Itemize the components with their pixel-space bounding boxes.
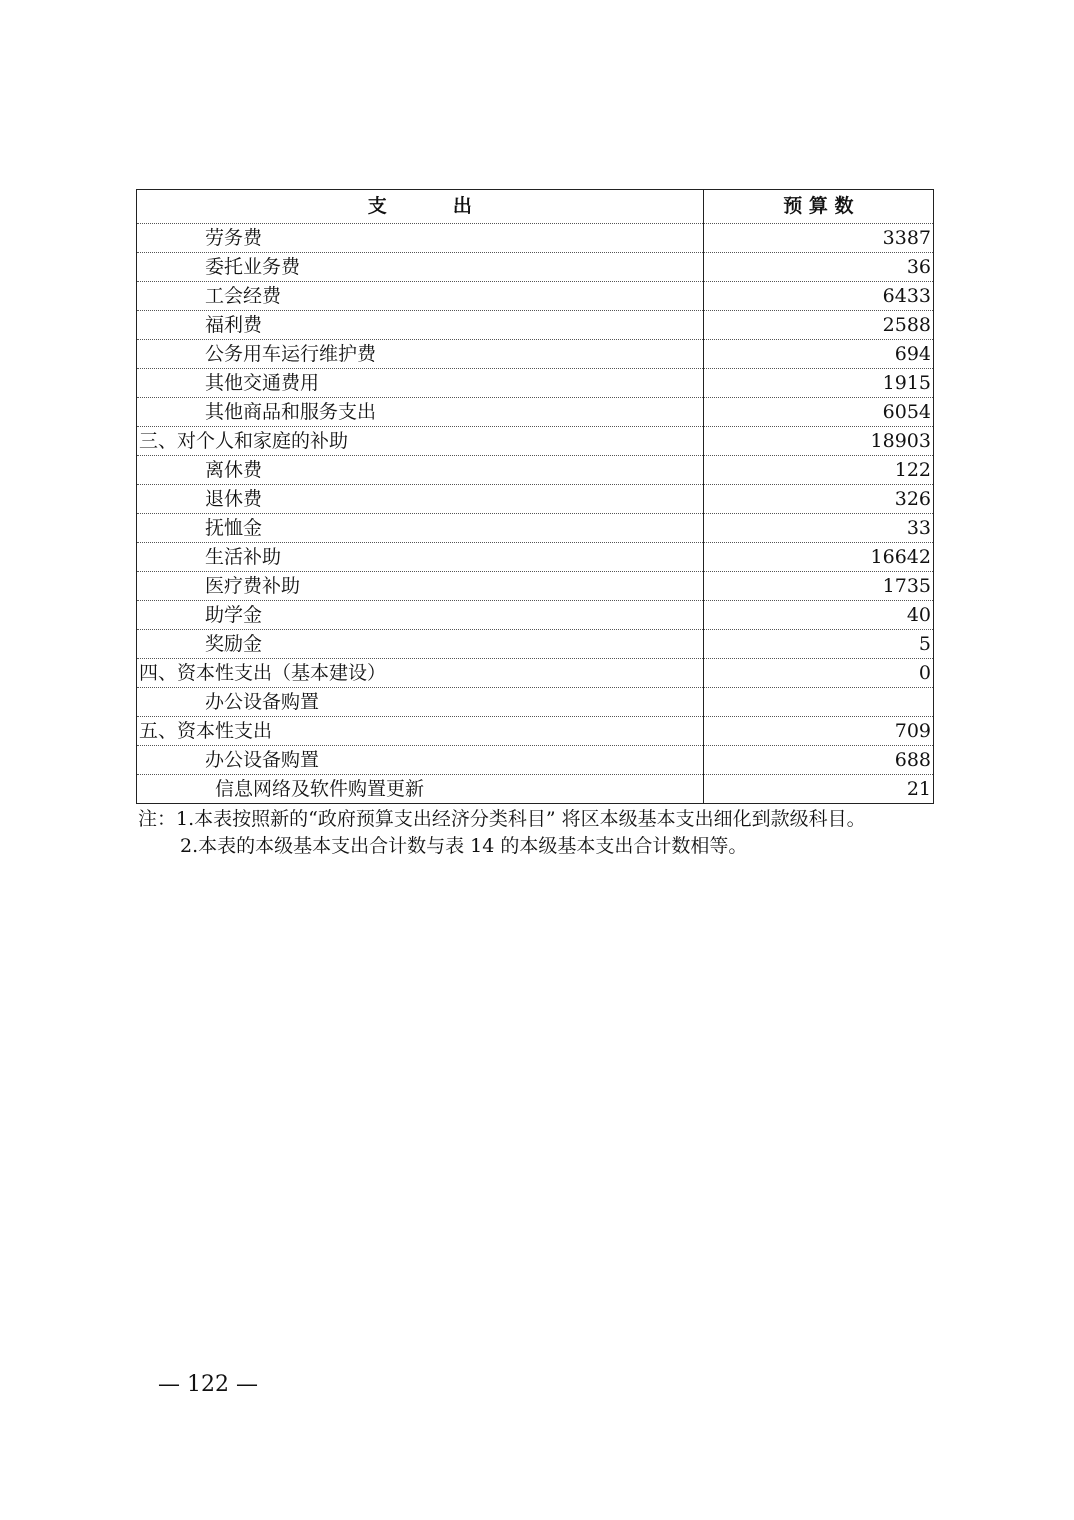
row-amount: 6433 (703, 282, 933, 311)
table-row (137, 659, 934, 688)
table-row (137, 543, 934, 572)
row-label: 五、资本性支出 (137, 717, 704, 746)
row-amount: 694 (703, 340, 933, 369)
row-label: 医疗费补助 (137, 572, 704, 601)
row-label: 退休费 (137, 485, 704, 514)
row-label: 福利费 (137, 311, 704, 340)
header-expenditure: 支 出 (137, 190, 704, 224)
row-amount: 40 (703, 601, 933, 630)
row-label: 离休费 (137, 456, 704, 485)
row-label: 信息网络及软件购置更新 (137, 775, 704, 804)
row-label: 三、对个人和家庭的补助 (137, 427, 704, 456)
table-row (137, 427, 934, 456)
table-notes (138, 806, 934, 860)
row-amount: 326 (703, 485, 933, 514)
table-row (137, 311, 934, 340)
row-amount: 0 (703, 659, 933, 688)
row-amount: 33 (703, 514, 933, 543)
table-row (137, 601, 934, 630)
row-label: 委托业务费 (137, 253, 704, 282)
table-row (137, 485, 934, 514)
note-1: 注：1.本表按照新的“政府预算支出经济分类科目” 将区本级基本支出细化到款级科目。 (138, 808, 866, 830)
table-row (137, 456, 934, 485)
table-row (137, 630, 934, 659)
header-budget-amount: 预 算 数 (703, 190, 933, 224)
table-row (137, 340, 934, 369)
row-label: 其他交通费用 (137, 369, 704, 398)
table-row (137, 282, 934, 311)
table-row (137, 253, 934, 282)
budget-table (136, 189, 934, 804)
row-amount (703, 688, 933, 717)
row-label: 其他商品和服务支出 (137, 398, 704, 427)
row-amount: 2588 (703, 311, 933, 340)
row-amount: 1735 (703, 572, 933, 601)
row-amount: 21 (703, 775, 933, 804)
row-amount: 3387 (703, 224, 933, 253)
table-row (137, 572, 934, 601)
table-row (137, 224, 934, 253)
row-amount: 5 (703, 630, 933, 659)
table-body (137, 224, 934, 804)
row-label: 生活补助 (137, 543, 704, 572)
row-amount: 16642 (703, 543, 933, 572)
table-row (137, 514, 934, 543)
note-2: 2.本表的本级基本支出合计数与表 14 的本级基本支出合计数相等。 (180, 835, 748, 857)
row-label: 四、资本性支出（基本建设） (137, 659, 704, 688)
row-amount: 36 (703, 253, 933, 282)
row-label: 公务用车运行维护费 (137, 340, 704, 369)
table-row (137, 717, 934, 746)
row-label: 奖励金 (137, 630, 704, 659)
table-row (137, 746, 934, 775)
table-row (137, 775, 934, 804)
table-row (137, 688, 934, 717)
table-row (137, 398, 934, 427)
row-label: 劳务费 (137, 224, 704, 253)
row-label: 助学金 (137, 601, 704, 630)
row-label: 办公设备购置 (137, 688, 704, 717)
table-header-row (137, 190, 934, 224)
table-row (137, 369, 934, 398)
row-label: 办公设备购置 (137, 746, 704, 775)
row-amount: 688 (703, 746, 933, 775)
row-amount: 709 (703, 717, 933, 746)
row-label: 抚恤金 (137, 514, 704, 543)
page-number: — 122 — (158, 1372, 258, 1397)
row-amount: 122 (703, 456, 933, 485)
row-amount: 1915 (703, 369, 933, 398)
row-amount: 18903 (703, 427, 933, 456)
row-label: 工会经费 (137, 282, 704, 311)
row-amount: 6054 (703, 398, 933, 427)
